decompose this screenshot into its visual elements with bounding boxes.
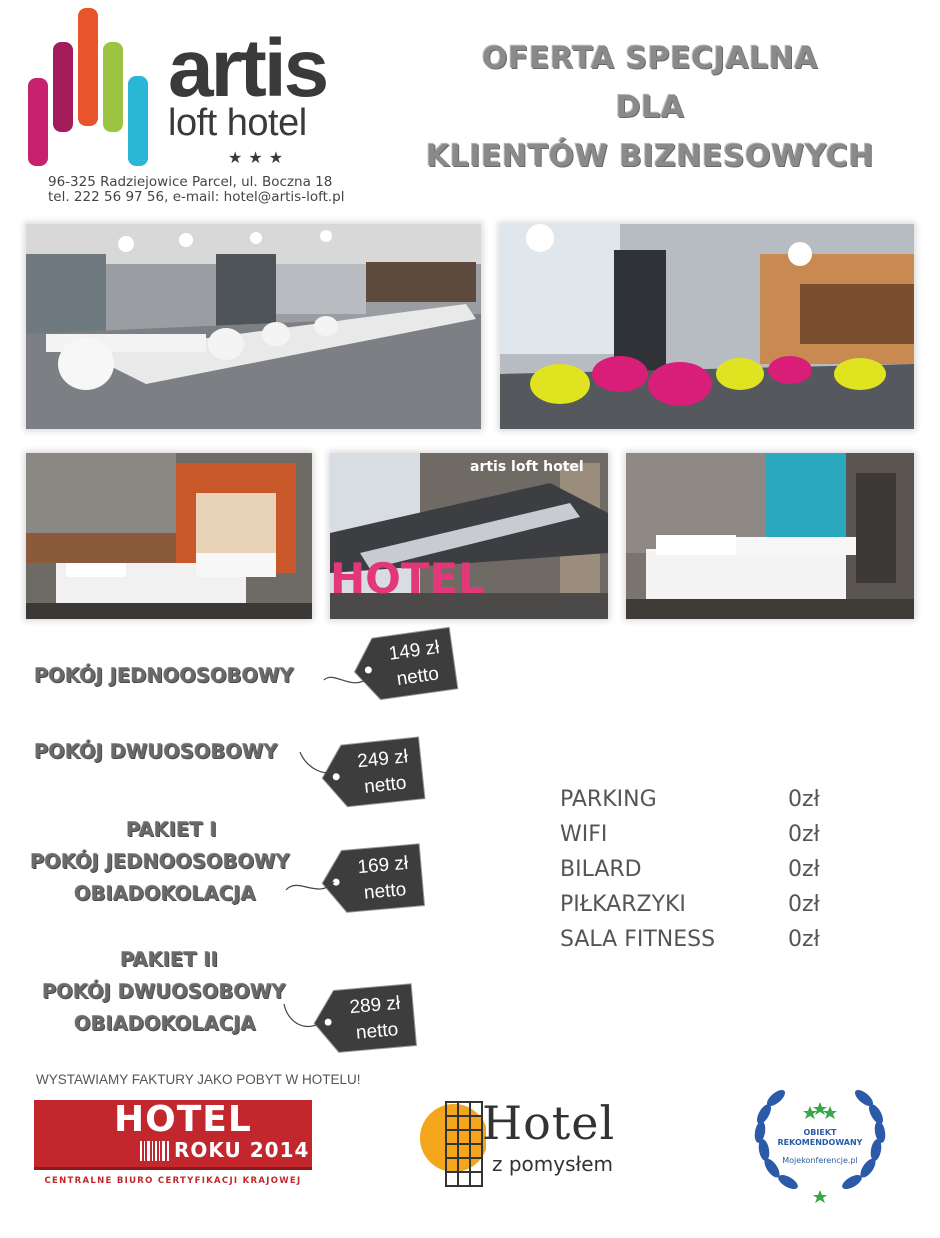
invoice-note: WYSTAWIAMY FAKTURY JAKO POBYT W HOTELU!: [36, 1072, 361, 1087]
amenity-5-name: SALA FITNESS: [560, 927, 716, 952]
offer-4-line-1: PAKIET II: [120, 948, 218, 971]
tag-string-1: [322, 662, 372, 692]
amenity-1-name: PARKING: [560, 787, 657, 812]
hotel-address: 96-325 Radziejowice Parcel, ul. Boczna 18: [48, 174, 333, 190]
award-hotel-roku-line-1: HOTEL: [114, 1099, 252, 1140]
price-tag-2-price: 249 zł: [356, 746, 409, 773]
brand-subtitle: loft hotel: [168, 102, 307, 144]
amenity-4-price: 0zł: [788, 892, 820, 917]
amenity-5-price: 0zł: [788, 927, 820, 952]
photo-twin-room: [626, 453, 914, 619]
hotel-contact[interactable]: tel. 222 56 97 56, e-mail: hotel@artis-loft.pl: [48, 189, 345, 205]
lobby-bar-image: [500, 224, 914, 429]
hotel-sign-logo: artis loft hotel: [470, 459, 584, 475]
award-obiekt-rekomendowany: [748, 1080, 892, 1206]
award-obiekt-site[interactable]: Mojekonferencje.pl: [782, 1156, 858, 1165]
photo-conference-room: [26, 224, 481, 429]
award-hotel-roku-line-2: ROKU 2014: [174, 1138, 310, 1162]
tag-string-3: [284, 870, 340, 900]
award-hotel-z-pomyslem-line-2: z pomysłem: [492, 1152, 613, 1176]
brand-name: artis: [168, 23, 327, 114]
price-tag-3-unit: netto: [363, 879, 408, 904]
award-hotel-roku: [34, 1100, 312, 1190]
offer-3-line-3: OBIADOKOLACJA: [74, 882, 256, 905]
award-obiekt-line-1: OBIEKT: [803, 1128, 837, 1137]
price-tag-1-unit: netto: [395, 663, 441, 691]
award-obiekt-line-2: REKOMENDOWANY: [777, 1138, 863, 1147]
amenity-3-price: 0zł: [788, 857, 820, 882]
photo-room-bath: [26, 453, 312, 619]
price-tag-1-price: 149 zł: [387, 637, 441, 665]
amenity-2-name: WIFI: [560, 822, 608, 847]
tag-string-4: [282, 1000, 330, 1034]
photo-hotel-exterior: [330, 453, 608, 619]
price-tag-2-unit: netto: [363, 772, 408, 798]
award-hotel-z-pomyslem-line-1: Hotel: [482, 1096, 616, 1150]
tag-string-2: [298, 748, 342, 778]
award-hotel-roku-caption: CENTRALNE BIURO CERTYFIKACJI KRAJOWEJ: [44, 1176, 302, 1186]
price-tag-4-price: 289 zł: [348, 992, 402, 1019]
hotel-exterior-image: [330, 453, 608, 619]
logo-icon: [28, 8, 158, 168]
barcode-icon: [140, 1141, 170, 1161]
room-bath-image: [26, 453, 312, 619]
price-tag-4-unit: netto: [355, 1019, 400, 1044]
headline-line-1: OFERTA SPECJALNA: [482, 41, 818, 76]
award-hotel-z-pomyslem: [412, 1094, 662, 1194]
offer-2-title: POKÓJ DWUOSOBOWY: [34, 740, 278, 763]
hotel-sign-text: HOTEL: [330, 554, 485, 603]
window-grid-icon: [416, 1098, 486, 1190]
offer-3-line-1: PAKIET I: [126, 818, 217, 841]
price-tag-3-price: 169 zł: [356, 852, 410, 879]
amenity-3-name: BILARD: [560, 857, 642, 882]
offer-4-line-3: OBIADOKOLACJA: [74, 1012, 256, 1035]
conference-room-image: [26, 224, 481, 429]
twin-room-image: [626, 453, 914, 619]
offer-3-line-2: POKÓJ JEDNOOSOBOWY: [30, 850, 290, 873]
headline-line-2: DLA: [615, 90, 685, 125]
offer-4-line-2: POKÓJ DWUOSOBOWY: [42, 980, 286, 1003]
amenity-4-name: PIŁKARZYKI: [560, 892, 686, 917]
photo-lobby-bar: [500, 224, 914, 429]
brand-stars: ★★★: [228, 148, 290, 167]
amenity-2-price: 0zł: [788, 822, 820, 847]
amenity-1-price: 0zł: [788, 787, 820, 812]
offer-1-title: POKÓJ JEDNOOSOBOWY: [34, 664, 294, 687]
headline-line-3: KLIENTÓW BIZNESOWYCH: [426, 139, 874, 174]
logo-bars: [28, 8, 158, 168]
